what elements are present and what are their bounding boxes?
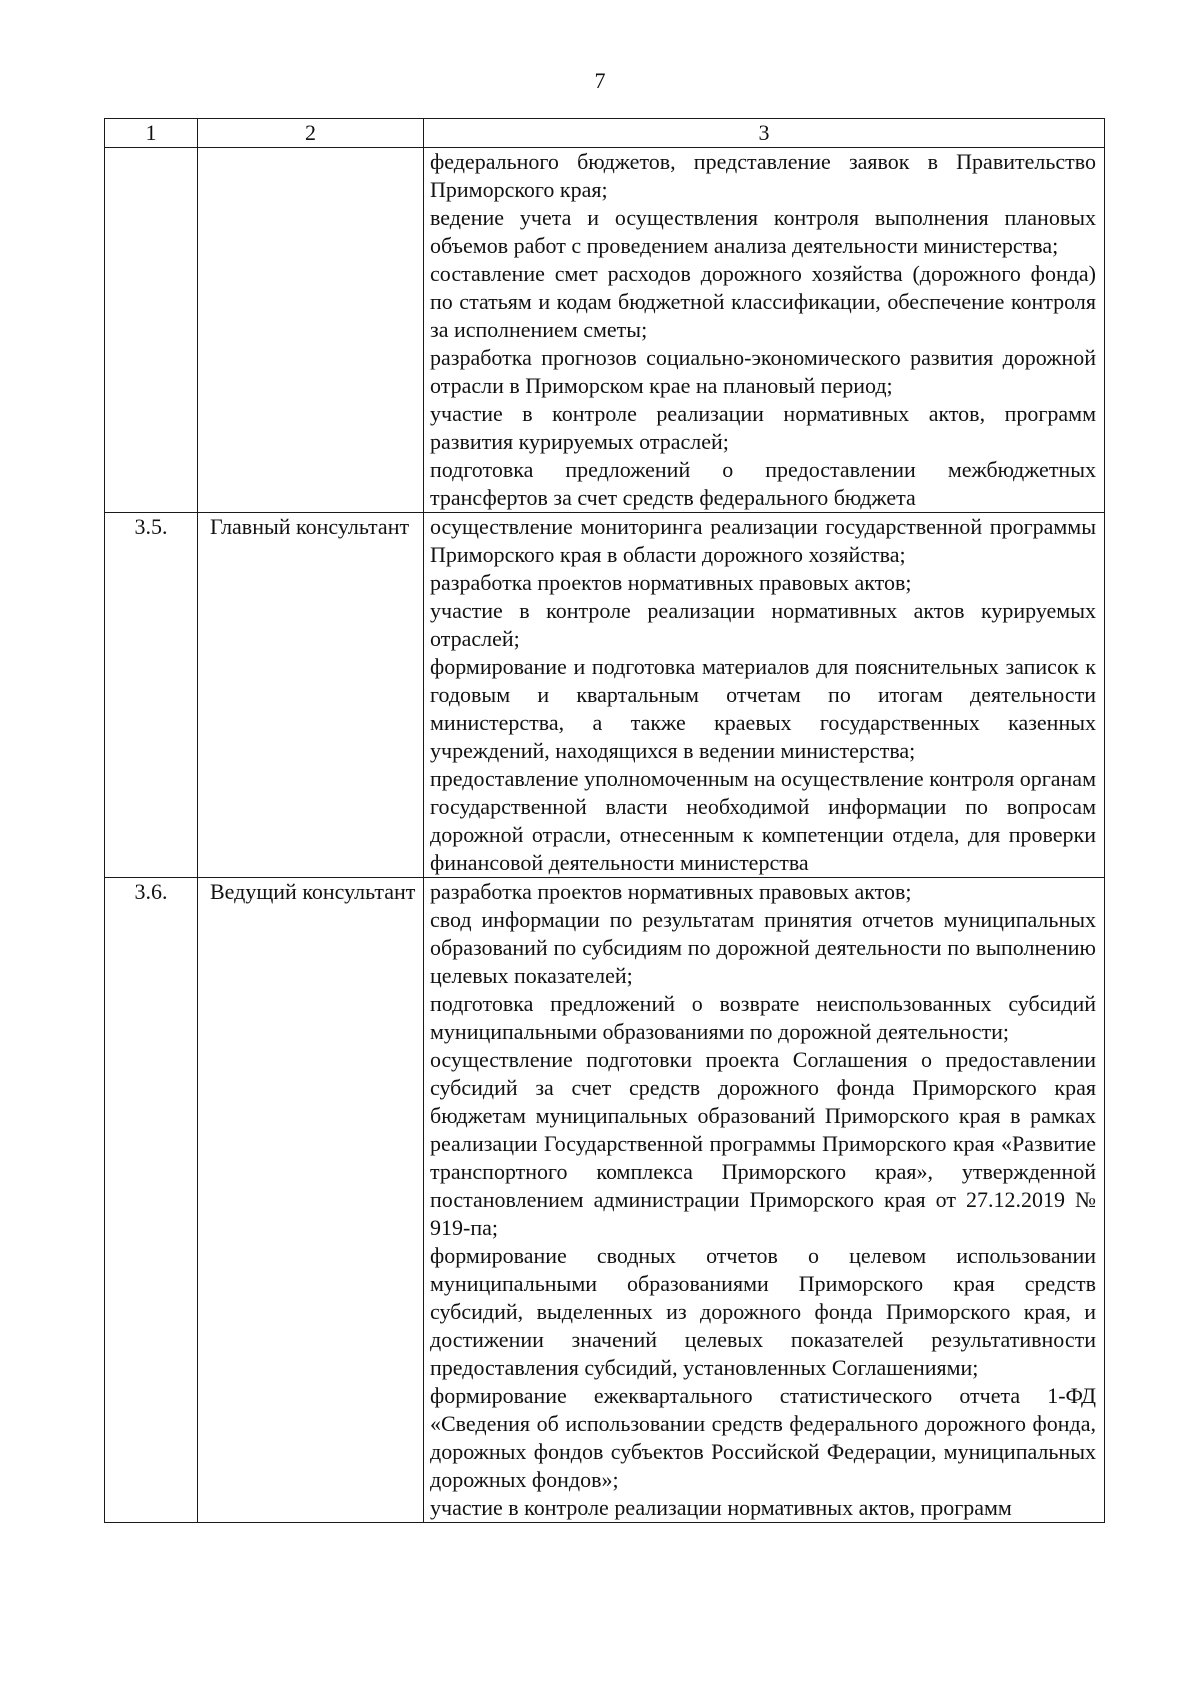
duty-item: участие в контроле реализации нормативных актов, программ — [430, 1495, 1012, 1520]
row-number: 3.5. — [105, 513, 198, 878]
duty-item: свод информации по результатам принятия отчетов муниципальных образований по субсидиям по дорожной деятельности по выполнению целевых показателей; — [430, 907, 1096, 988]
duties-cell — [424, 878, 1105, 1523]
header-cell-2: 2 — [198, 119, 424, 148]
page-number: 7 — [594, 68, 606, 93]
header-cell-3: 3 — [424, 119, 1105, 148]
duty-item: составление смет расходов дорожного хозяйства (дорожного фонда) по статьям и кодам бюджетной классификации, обеспечение контроля за исполнением сметы; — [430, 261, 1096, 342]
duty-item: участие в контроле реализации нормативных актов, программ развития курируемых отраслей; — [430, 401, 1096, 454]
table-header-row — [105, 119, 1105, 148]
duty-item: формирование сводных отчетов о целевом использовании муниципальными образованиями Приморского края средств субсидий, выделенных из дорожного фонда Приморского края, и достижении значений целевых показателей результативности предоставления субсидий, установленных Соглашениями; — [430, 1243, 1096, 1380]
position-title: Главный консультант — [198, 513, 424, 878]
row-number: 3.6. — [105, 878, 198, 1523]
duties-cell — [424, 513, 1105, 878]
duty-item: разработка проектов нормативных правовых актов; — [430, 570, 912, 595]
duty-item: ведение учета и осуществления контроля выполнения плановых объемов работ с проведением анализа деятельности министерства; — [430, 205, 1096, 258]
duties-cell — [424, 148, 1105, 513]
duty-item: подготовка предложений о предоставлении межбюджетных трансфертов за счет средств федерального бюджета — [430, 457, 1096, 510]
duty-item: разработка проектов нормативных правовых актов; — [430, 879, 912, 904]
duty-item: разработка прогнозов социально-экономического развития дорожной отрасли в Приморском крае на плановый период; — [430, 345, 1096, 398]
header-cell-1: 1 — [105, 119, 198, 148]
duty-item: формирование ежеквартального статистического отчета 1-ФД «Сведения об использовании средств федерального дорожного фонда, дорожных фондов субъектов Российской Федерации, муниципальных дорожных фондов»; — [430, 1383, 1096, 1492]
table-row — [105, 513, 1105, 878]
duty-item: осуществление подготовки проекта Соглашения о предоставлении субсидий за счет средств дорожного фонда Приморского края бюджетам муниципальных образований Приморского края в рамках реализации Государственной программы Приморского края «Развитие транспортного комплекса Приморского края», утвержденной постановлением администрации Приморского края от 27.12.2019 № 919-па; — [430, 1047, 1096, 1240]
duty-item: формирование и подготовка материалов для пояснительных записок к годовым и квартальным отчетам по итогам деятельности министерства, а также краевых государственных казенных учреждений, находящихся в ведении министерства; — [430, 654, 1096, 763]
table-row — [105, 148, 1105, 513]
duty-item: подготовка предложений о возврате неиспользованных субсидий муниципальными образованиями по дорожной деятельности; — [430, 991, 1096, 1044]
row-number — [105, 148, 198, 513]
table-row — [105, 878, 1105, 1523]
duties-table — [104, 118, 1105, 1523]
duty-item: предоставление уполномоченным на осуществление контроля органам государственной власти необходимой информации по вопросам дорожной отрасли, отнесенным к компетенции отдела, для проверки финансовой деятельности министерства — [430, 766, 1096, 875]
duty-item: участие в контроле реализации нормативных актов курируемых отраслей; — [430, 598, 1096, 651]
duty-item: осуществление мониторинга реализации государственной программы Приморского края в области дорожного хозяйства; — [430, 514, 1096, 567]
duty-item: федерального бюджетов, представление заявок в Правительство Приморского края; — [430, 149, 1096, 202]
position-title: Ведущий консультант — [198, 878, 424, 1523]
position-title — [198, 148, 424, 513]
